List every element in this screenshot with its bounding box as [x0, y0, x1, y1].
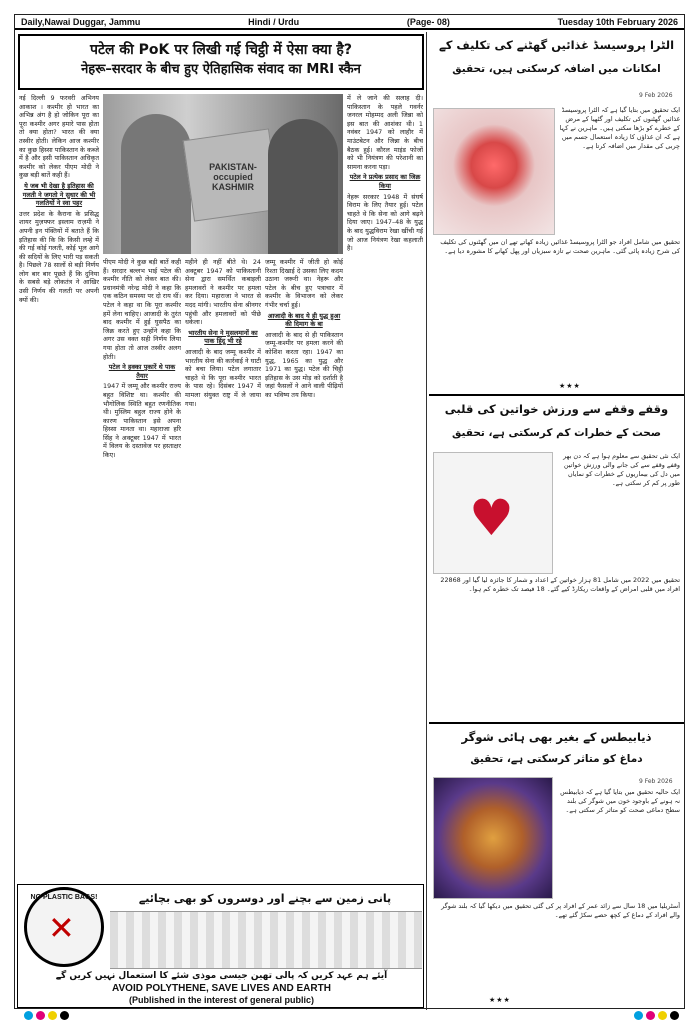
section-divider	[429, 394, 684, 396]
story-2-subheadline: صحت کے خطرات کم کرسکتی ہے، تحقیق	[452, 427, 661, 439]
article-subheading: आजादी के बाद ये ही युद्ध हुआ की दिमाग के बा	[267, 311, 341, 329]
story-1-text-continued: تحقیق میں شامل افراد جو الٹرا پروسیسڈ غذائیں زیادہ کھاتے تھے ان میں گھٹنوں کی تکلیف کی شرح زیادہ پائی گئی۔ ماہرین صحت نے تازہ سبزیاں اور پھل کھانے کا مشورہ دیا ہے۔	[440, 238, 680, 255]
story-2-text-continued: تحقیق میں 2022 میں شامل 81 ہزار خواتین کے اعداد و شمار کا جائزہ لیا گیا اور 22868 افراد میں قلبی امراض کے واقعات ریکارڈ کیے گئے۔ 18 فیصد تک خطرہ کم ہوا۔	[440, 576, 680, 593]
ad-urdu-top: پانی زمین سے بچنے اور دوسروں کو بھی بچائیے	[138, 892, 392, 905]
magenta-dot-icon	[646, 1011, 655, 1020]
article-subheading: ये जब भी देखा है इतिहास की गलती ने जगतो ने सुधार की भी गलतियों ने स्वा पहर	[22, 181, 96, 208]
ad-english-slogan: AVOID POLYTHENE, SAVE LIVES AND EARTH	[112, 983, 331, 994]
issue-date: Tuesday 10th February 2026	[557, 16, 678, 27]
newspaper-page	[14, 14, 685, 1009]
story-2-headline: وقفے وقفے سے ورزش خواتین کی قلبی	[444, 402, 669, 416]
article-subheading: भारतीय सेना ने मुसलमानों का पाक हिंदू भी रहे	[188, 328, 258, 346]
language-label: Hindi / Urdu	[248, 16, 300, 27]
story-2-text: ایک نئی تحقیق سے معلوم ہوا ہے کہ دن بھر وقفے وقفے سے کی جانے والی ورزش خواتین میں دل کی بیماریوں کے خطرات کو نمایاں طور پر کم کر سکتی ہے۔	[563, 452, 680, 487]
photo-figure-right	[268, 119, 338, 254]
map-label: PAKISTAN-occupied KASHMIR	[209, 162, 257, 192]
article-photo	[103, 94, 343, 254]
cyan-dot-icon	[634, 1011, 643, 1020]
article-column-5	[347, 94, 423, 880]
black-dot-icon	[60, 1011, 69, 1020]
headline-line-1: पटेल की PoK पर लिखी गई चिट्ठी में ऐसा क्या है?	[90, 42, 352, 58]
masthead	[15, 15, 684, 30]
headline-line-2: नेहरू–सरदार के बीच हुए ऐतिहासिक संवाद का MRI स्कैन	[81, 62, 361, 77]
main-headline	[18, 34, 424, 90]
story-3-subheadline: دماغ کو متاثر کرسکتی ہے، تحقیق	[470, 753, 643, 765]
story-1-headline: الٹرا پروسیسڈ غذائیں گھٹنے کی تکلیف کے	[438, 38, 675, 52]
no-plastic-badge	[24, 887, 104, 967]
yellow-dot-icon	[658, 1011, 667, 1020]
article-paragraph: महीने ही नहीं बीते थे। 24 अक्टूबर 1947 को पाकिस्तानी सेना द्वारा समर्थित कबाइली हमलावरों ने कश्मीर पर हमला कर दिया। महाराजा ने भारत से मदद मांगी। भारतीय सेना श्रीनगर पहुंची और हमलावरों को पीछे धकेला।	[185, 258, 261, 327]
story-3-text: ایک حالیہ تحقیق میں بتایا گیا ہے کہ ذیابیطس نہ ہونے کے باوجود خون میں شوگر کی بلند سطح دماغی صحت کو متاثر کر سکتی ہے۔	[560, 788, 680, 814]
article-paragraph: 1947 में जम्मू और कश्मीर राज्य बहुत विशिष्ट था। कश्मीर की भौगोलिक स्थिति बहुत रणनीतिक थी। मुस्लिम बहुल राज्य होने के कारण पाकिस्तान इसे अपना हिस्सा मानता था। महाराजा हरि सिंह ने अक्टूबर 1947 में भारत में विलय के दस्तावेज पर हस्ताक्षर किए।	[103, 382, 181, 460]
cyan-dot-icon	[24, 1011, 33, 1020]
article-column-4	[265, 258, 343, 880]
article-paragraph: उत्तर प्रदेश के कैराना के प्रसिद्ध शायर मुज़फ्फर इस्लाम राज़मी ने अपनी इन पंक्तियों में बताते हैं कि इतिहास की कि कि किसी लम्हे में की गई कोई गलती, कोई भूल आगे की सदियों के लिए भारी पड़ सकती है। पिछले 78 सालों से बड़ी निर्णय लोग बार बार पूछते हैं कि दुनिया के सबसे बड़े लोकतंत्र ने आखिर उसी निर्णय की गलती पर अपनी क्यों की।	[19, 209, 99, 304]
article-paragraph: आजादी के बाद से ही पाकिस्तान जम्मू-कश्मीर पर हमला करने की कोशिश करता रहा। 1947 का युद्ध, 1965 का युद्ध और 1971 का युद्ध। पटेल की चिट्ठी इतिहास के उस मोड़ को दर्शाती है जहां फैसलों ने आने वाली पीढ़ियों का भविष्य तय किया।	[265, 330, 343, 399]
story-3-stars: ★★★	[489, 996, 511, 1004]
public-interest-ad	[17, 884, 424, 1008]
article-column-1	[19, 94, 99, 880]
cross-icon: ✕	[48, 909, 75, 947]
article-subheading: पटेल ने हक्का पुकारें थे पाक तैयार	[108, 363, 176, 380]
article-paragraph: पीएम मोदी ने कुछ बड़ी बातें कही हैं। सरदार बल्लभ भाई पटेल की कश्मीर नीति को लेकर बात की। प्रधानमंत्री नरेन्द्र मोदी ने कहा कि एक कठिन समस्या पर दो राय थीं। पटेल ने कहा था कि पूरा कश्मीर हमें लेना चाहिए। आजादी के तुरंत बाद कश्मीर में हुई घुसपैठ का जिक्र करते हुए उन्होंने कहा कि अगर उस वक्त सही निर्णय लिया गया होता तो आज तस्वीर अलग होती।	[103, 258, 181, 361]
knee-image	[433, 108, 555, 235]
magenta-dot-icon	[36, 1011, 45, 1020]
page-number: (Page- 08)	[406, 16, 450, 27]
photo-figure-left	[121, 114, 191, 254]
story-1-subheadline: امکانات میں اضافہ کرسکتی ہیں، تحقیق	[452, 63, 661, 75]
heart-image	[433, 452, 553, 574]
paper-name: Daily,Nawai Duggar, Jammu	[21, 16, 141, 27]
color-registration-marks	[14, 1011, 685, 1021]
heart-icon: ♥	[469, 489, 514, 547]
story-3-text-continued: آسٹریلیا میں 18 سال سے زائد عمر کے افراد پر کی گئی تحقیق میں دیکھا گیا کہ بلند شوگر والے افراد کے دماغ کے کچھ حصے سکڑ گئے تھے۔	[441, 902, 680, 919]
article-paragraph: जम्मू कश्मीर में जीती हो कोई रिश्ता दिखाई दे उसका लिए कदम उठाना जरूरी था। नेहरू और पटेल के बीच हुए पत्राचार में कश्मीर के विभाजन को लेकर गंभीर चर्चा हुई।	[265, 258, 343, 309]
brain-image	[433, 777, 553, 899]
article-column-2	[103, 258, 181, 880]
article-column-3	[185, 258, 261, 880]
health-news-column	[429, 32, 684, 1010]
story-1-text: ایک تحقیق میں بتایا گیا ہے کہ الٹرا پروسیسڈ غذائیں گھٹنوں کی تکلیف اور گٹھیا کے مرض کے خطرے کو بڑھا سکتی ہیں۔ ماہرین نے کہا ہے کہ ان غذاؤں کا زیادہ استعمال جسم میں چربی کی مقدار میں اضافہ کرتا ہے۔	[559, 106, 680, 150]
main-article-column	[15, 32, 427, 1010]
ad-english-note: (Published in the interest of general public)	[128, 995, 315, 1005]
article-paragraph: में ले जाने की सलाह दी। पाकिस्तान के पहले गवर्नर जनरल मोहम्मद अली जिन्ना को इस बात की आशंका थी। 1 नवंबर 1947 को लाहौर में माउंटबेटन और जिन्ना के बीच बैठक हुई। कौरल माइंड फोजों को भी नियंत्रण की परेशानी का सामना करना पड़ा।	[347, 94, 423, 171]
section-divider	[429, 722, 684, 724]
article-paragraph: नेहरू सरकार 1948 में संघर्ष विराम के लिए तैयार हुई। पटेल चाहते थे कि सेना को आगे बढ़ने दिया जाए। 1947–48 के युद्ध के बाद युद्धविराम रेखा खींची गई जो आज नियंत्रण रेखा कहलाती है।	[347, 192, 423, 253]
story-3-date: 9 Feb 2026	[639, 778, 673, 785]
story-3-headline: ذیابیطس کے بغیر بھی ہائی شوگر	[461, 730, 652, 744]
black-dot-icon	[670, 1011, 679, 1020]
no-plastic-text: NO PLASTIC BAGS!	[30, 894, 98, 901]
article-subheading: पटेल ने प्रत्येक प्रसाद का जिक्र किया	[349, 173, 421, 190]
story-1-stars: ★★★	[559, 382, 581, 390]
article-paragraph: नई दिल्ली 9 फरवरी अभिनय आकाश । कश्मीर हो भारत का अभिन्न अंग है हो जोकिन पूरा का पूरा कश्मीर अगर हमारे पास होता तो क्या होता? भारत की क्या तस्वीर होती। लेकिन आज कश्मीर का कुछ हिस्सा पाकिस्तान के कब्जे में है और इसी पाकिस्तान अधिकृत कश्मीर को लेकर पीएम मोदी ने कुछ बड़ी बातें कही हैं।	[19, 94, 99, 180]
ad-urdu-pledge: آیئے ہم عہد کریں کہ پالی تھین جیسی موذی شئے کا استعمال نہیں کریں گے	[55, 971, 388, 981]
yellow-dot-icon	[48, 1011, 57, 1020]
story-1-date: 9 Feb 2026	[639, 92, 673, 99]
article-paragraph: आजादी के बाद जम्मू कश्मीर में भारतीय सेना की कार्रवाई ने घाटी को बचा लिया। पटेल लगातार चाहते थे कि पूरा कश्मीर भारत के पास रहे। दिसंबर 1947 में मामला संयुक्त राष्ट्र में ले जाया गया।	[185, 347, 261, 408]
ad-illustration	[110, 911, 422, 969]
